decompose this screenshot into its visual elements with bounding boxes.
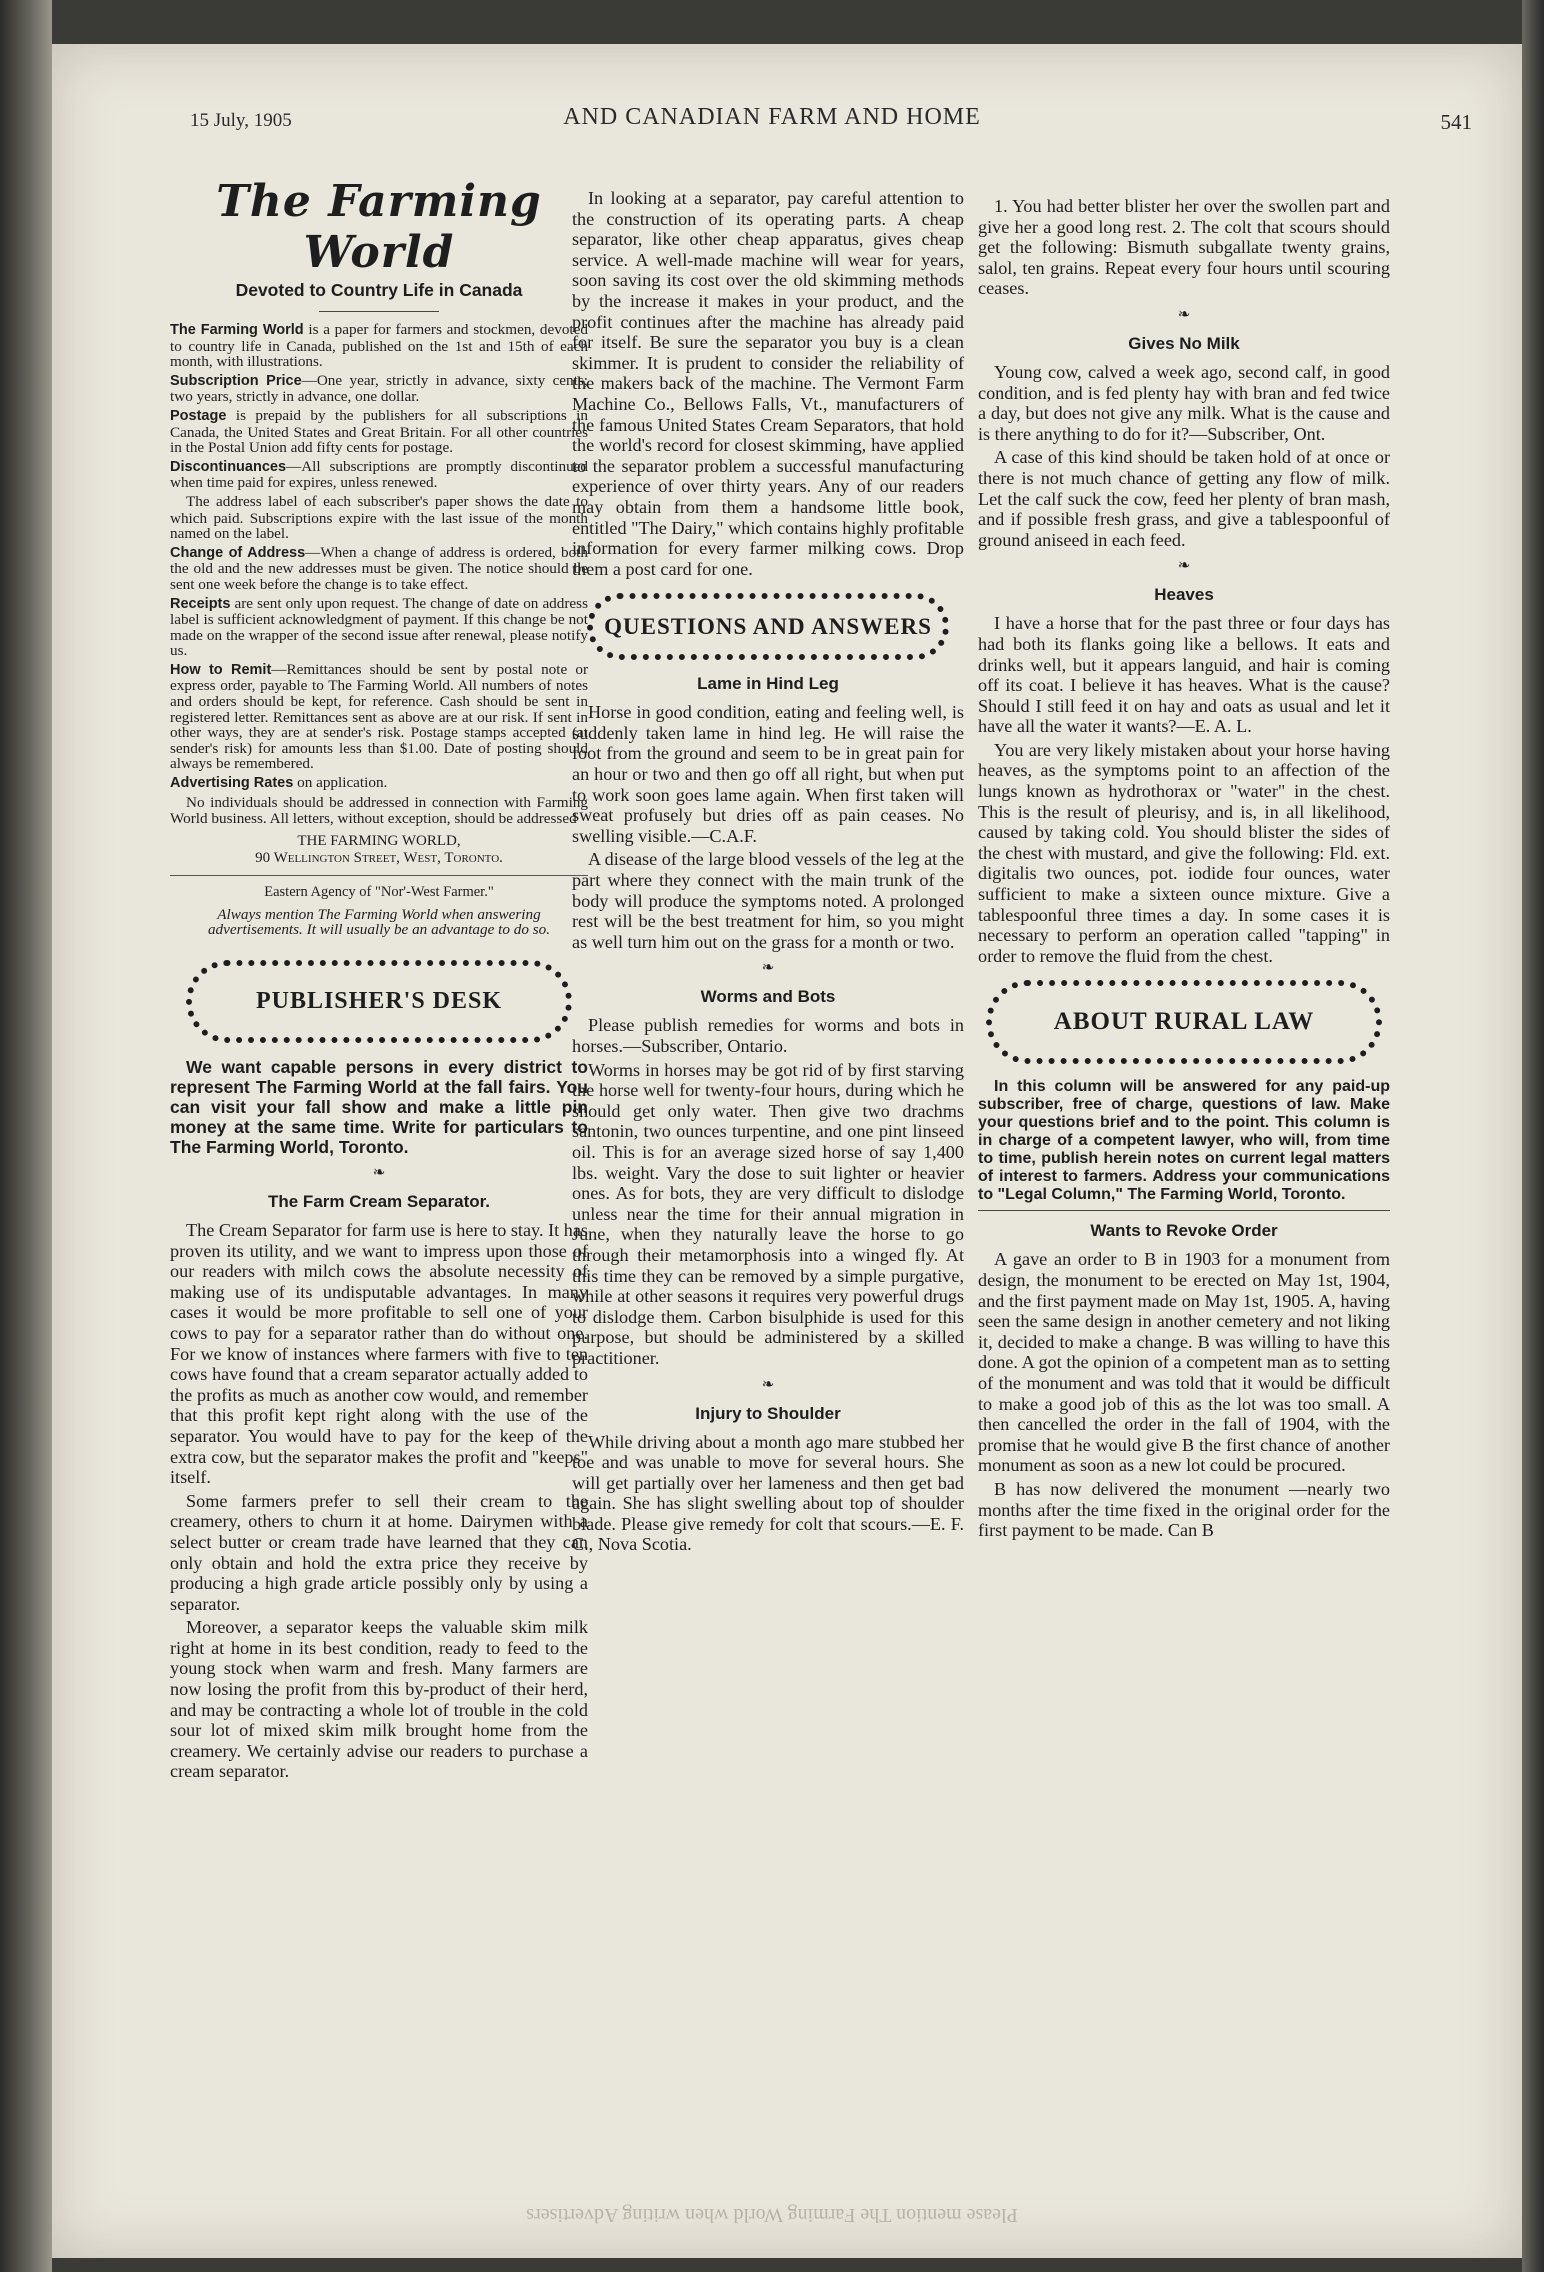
- cream-separator-paragraph: In looking at a separator, pay careful attention to the construction of its operating parts. A cheap separator, like other cheap apparatus, gives cheap service. A well-made machine will wear for years, soon saving its cost over the old skimming methods by the increase it makes in your product, and the profit continues after the machine has already paid for itself. Be sure the separator you buy is a clean skimmer. It is prudent to consider the reliability of the makers back of the machine. The Vermont Farm Machine Co., Bellows Falls, Vt., manufacturers of the famous United States Cream Separators, that hold the world's record for closest skimming, have applied to the separator problem a successful manufacturing experience of over thirty years. Any of our readers may obtain from them a handsome little book, entitled "The Dairy," which contains highly profitable information for every farmer milking cows. Drop them a post card for one.: [572, 188, 964, 579]
- masthead-tagline: Devoted to Country Life in Canada: [235, 280, 523, 300]
- rural-law-box: ABOUT RURAL LAW: [986, 980, 1382, 1064]
- info-paragraph: No individuals should be addressed in connection with Farming World business. All letters, without exception, should be addressed: [170, 793, 588, 828]
- info-paragraph: The Farming World is a paper for farmers and stockmen, devoted to country life in Canada, published on the 1st and 15th of each month, with illustrations.: [170, 321, 588, 371]
- page-number: 541: [1440, 110, 1472, 134]
- info-paragraph: Postage is prepaid by the publishers for all subscriptions in Canada, the United States and Great Britain. For all other countries in the Postal Union add fifty cents for postage.: [170, 406, 588, 457]
- info-paragraph: Change of Address—When a change of address is ordered, both the old and the new addresses must be given. The notice should be sent one week before the change is to take effect.: [170, 543, 588, 593]
- divider: [319, 311, 439, 312]
- info-paragraph: Discontinuances—All subscriptions are promptly discontinued when time paid for expires, unless renewed.: [170, 457, 588, 492]
- subscription-info: [170, 322, 588, 827]
- column-3: [978, 196, 1390, 1544]
- questions-answers-box: QUESTIONS AND ANSWERS: [587, 593, 949, 660]
- article-paragraph: Worms in horses may be got rid of by first starving the horse well for twenty-four hours, during which he should get only water. Then give two drachms santonin, two ounces turpentine, and one pint linseed oil. This is for an average sized horse of say 1,400 lbs. weight. Vary the dose to suit lighter or heavier ones. As for bots, they are very difficult to dislodge unless near the time for their annual migration in June, when they naturally leave the horse to go through their metamorphosis into a winged fly. At this time they can be removed by a simple purgative, while at other seasons it requires very powerful drugs to dislodge them. Carbon bisulphide is used for this purpose, but should be administered by a skilled practitioner.: [572, 1059, 964, 1368]
- section-ornament: ❧: [761, 1376, 775, 1393]
- article-paragraph: Young cow, calved a week ago, second calf, in good condition, and is fed plenty hay with bran and fed twice a day, but does not give any milk. What is the cause and is there anything to do for it?—Subscriber, Ont.: [978, 361, 1390, 444]
- section-ornament: ❧: [1177, 558, 1191, 575]
- section-ornament: ❧: [1177, 306, 1191, 323]
- article-paragraph: Horse in good condition, eating and feeling well, is suddenly taken lame in hind leg. He will raise the foot from the ground and seem to be in great pain for an hour or two and then go off all right, but when put to work soon goes lame again. When first taken will sweat profusely but dries off as pain ceases. No swelling visible.—C.A.F.: [572, 702, 964, 846]
- always-mention-notice: Always mention The Farming World when answering advertisements. It will usually be an advantage to do so.: [207, 905, 551, 939]
- article-paragraph: While driving about a month ago mare stubbed her toe and was unable to move for several hours. She will get partially over her lameness and then get bad again. She has slight swelling about top of shoulder blade. Please give remedy for colt that scours.—E. F. C., Nova Scotia.: [572, 1431, 964, 1555]
- cream-separator-paragraph: Moreover, a separator keeps the valuable skim milk right at home in its best condition, ready to feed to the young stock when warm and fresh. Many farmers are now losing the profit from this by-product of their herd, and may be contracting a whole lot of trouble in the cold sour lot of mixed skim milk brought home from the creamery. We certainly advise our readers to purchase a cream separator.: [170, 1617, 588, 1782]
- divider: [978, 1210, 1390, 1211]
- info-paragraph: Receipts are sent only upon request. The change of date on address label is sufficient acknowledgment of payment. If this change be not made on the wrapper of the second issue after renewal, please notify us.: [170, 594, 588, 660]
- issue-date: 15 July, 1905: [190, 110, 292, 131]
- page-edge-left: [0, 0, 52, 2272]
- heaves-title: Heaves: [1154, 585, 1214, 605]
- article-paragraph: A disease of the large blood vessels of the leg at the part where they connect with the main trunk of the body will produce the symptoms noted. A prolonged rest will be the best treatment for him, so you might as well turn him out on the grass for a month or two.: [572, 849, 964, 952]
- revoke-order-title: Wants to Revoke Order: [1090, 1221, 1278, 1241]
- cream-separator-title: The Farm Cream Separator.: [267, 1192, 491, 1211]
- info-paragraph: Subscription Price—One year, strictly in advance, sixty cents; two years, strictly in advance, one dollar.: [170, 371, 588, 406]
- cream-separator-paragraph: Some farmers prefer to sell their cream to the creamery, others to churn it at home. Dairymen with a select butter or cream trade have learned that they can only obtain and hold the extra price they receive by producing a high grade article possibly only by using a separator.: [170, 1490, 588, 1614]
- article-paragraph: You are very likely mistaken about your horse having heaves, as the symptoms point to an affection of the lungs known as hydrothorax or "water" in the chest. This is the result of pleurisy, and is, in all likelihood, caused by taking cold. You should blister the sides of the chest with mustard, and give the following: Fld. ext. digitalis two ounces, pot. iodide four ounces, water sufficient to make a sixteen ounce mixture. Give a tablespoonful three times a day. In some cases it is necessary to perform an operation called "tapping" in order to remove the fluid from the chest.: [978, 739, 1390, 966]
- address-street: 90 Wellington Street, West, Toronto.: [255, 849, 503, 866]
- column-2: [572, 188, 964, 1558]
- article-paragraph: I have a horse that for the past three or four days has had both its flanks going like a bellows. It eats and drinks well, but it appears languid, and hair is coming off its coat. I believe it has heaves. What is the cause? Should I still feed it on hay and oats as usual and let it have all the water it wants?—E. A. L.: [978, 613, 1390, 737]
- bleed-through-footer: Please mention The Farming World when writing Advertisers: [526, 2204, 1018, 2226]
- section-ornament: ❧: [372, 1165, 386, 1181]
- article-paragraph: A case of this kind should be taken hold of at once or there is not much chance of getting any flow of milk. Let the calf suck the cow, feed her plenty of bran mash, and if possible fresh grass, and give a tablespoonful of ground aniseed in each feed.: [978, 447, 1390, 550]
- publisher-address: [170, 833, 588, 867]
- address-name: THE FARMING WORLD,: [297, 832, 461, 849]
- page-edge-right: [1522, 0, 1544, 2272]
- column-1: [170, 170, 588, 1785]
- eastern-agency: Eastern Agency of "Nor'-West Farmer.": [170, 875, 588, 901]
- lame-hind-leg-title: Lame in Hind Leg: [697, 674, 839, 694]
- article-paragraph: B has now delivered the monument —nearly two months after the time fixed in the original order for the first payment to be made. Can B: [978, 1478, 1390, 1541]
- info-paragraph: Advertising Rates on application.: [170, 774, 388, 792]
- publication-title: AND CANADIAN FARM AND HOME: [563, 104, 981, 130]
- cream-separator-paragraph: The Cream Separator for farm use is here to stay. It has proven its utility, and we want to impress upon those of our readers with milch cows the absolute necessity of making use of its undisputable advantages. In many cases it would be more profitable to sell one of your cows to pay for a separator rather than do without one. For we know of instances where farmers with five to ten cows have found that a cream separator actually added to the profits as much as another cow would, and remember that this profit kept right along with the use of the separator. You would have to pay for the keep of the extra cow, but the separator makes the profit and "keeps" itself.: [170, 1220, 588, 1488]
- injury-shoulder-title: Injury to Shoulder: [695, 1403, 841, 1423]
- article-paragraph: A gave an order to B in 1903 for a monument from design, the monument to be erected on May 1st, 1904, and the first payment made on May 1st, 1905. A, having seen the same design in another cemetery and not liking it, decided to make a change. B was willing to have this done. A got the opinion of a competent man as to setting of the monument and was told that it would be difficult to make a good job of this as the lot was too small. A then cancelled the order in the fall of 1904, with the promise that he would give B the first chance of another monument as soon as a new lot could be procured.: [978, 1249, 1390, 1476]
- article-paragraph: 1. You had better blister her over the swollen part and give her a good long rest. 2. The colt that scours should get the following: Bismuth subgallate twenty grains, salol, ten grains. Repeat every four hours until scouring ceases.: [978, 196, 1390, 299]
- worms-bots-title: Worms and Bots: [700, 987, 836, 1007]
- article-paragraph: Please publish remedies for worms and bots in horses.—Subscriber, Ontario.: [572, 1015, 964, 1056]
- publishers-desk-box: PUBLISHER'S DESK: [186, 960, 572, 1043]
- masthead-title: The Farming World: [216, 176, 542, 278]
- running-head: [0, 100, 1544, 140]
- info-paragraph: The address label of each subscriber's paper shows the date to which paid. Subscriptions expire with the last issue of the month named on the label.: [170, 492, 588, 543]
- rural-law-notice: In this column will be answered for any paid-up subscriber, free of charge, questions of law. Make your questions brief and to the point. This column is in charge of a competent lawyer, who will, from time to time, publish herein notes on current legal matters of interest to farmers. Address your communications to "Legal Column," The Farming World, Toronto.: [978, 1078, 1390, 1204]
- info-paragraph: How to Remit—Remittances should be sent by postal note or express order, payable to The Farming World. All numbers of notes and orders should be kept, for reference. Cash should be sent in registered letter. Remittances sent as above are at our risk. If sent in other ways, they are at sender's risk. Postage stamps accepted (at sender's risk) for amounts less than $1.00. Date of posting should always be remembered.: [170, 660, 588, 773]
- publishers-notice: We want capable persons in every district to represent The Farming World at the fall fairs. You can visit your fall show and make a little pin money at the same time. Write for particulars to The Farming World, Toronto.: [170, 1057, 588, 1157]
- section-ornament: ❧: [761, 960, 775, 977]
- gives-no-milk-title: Gives No Milk: [1128, 333, 1240, 353]
